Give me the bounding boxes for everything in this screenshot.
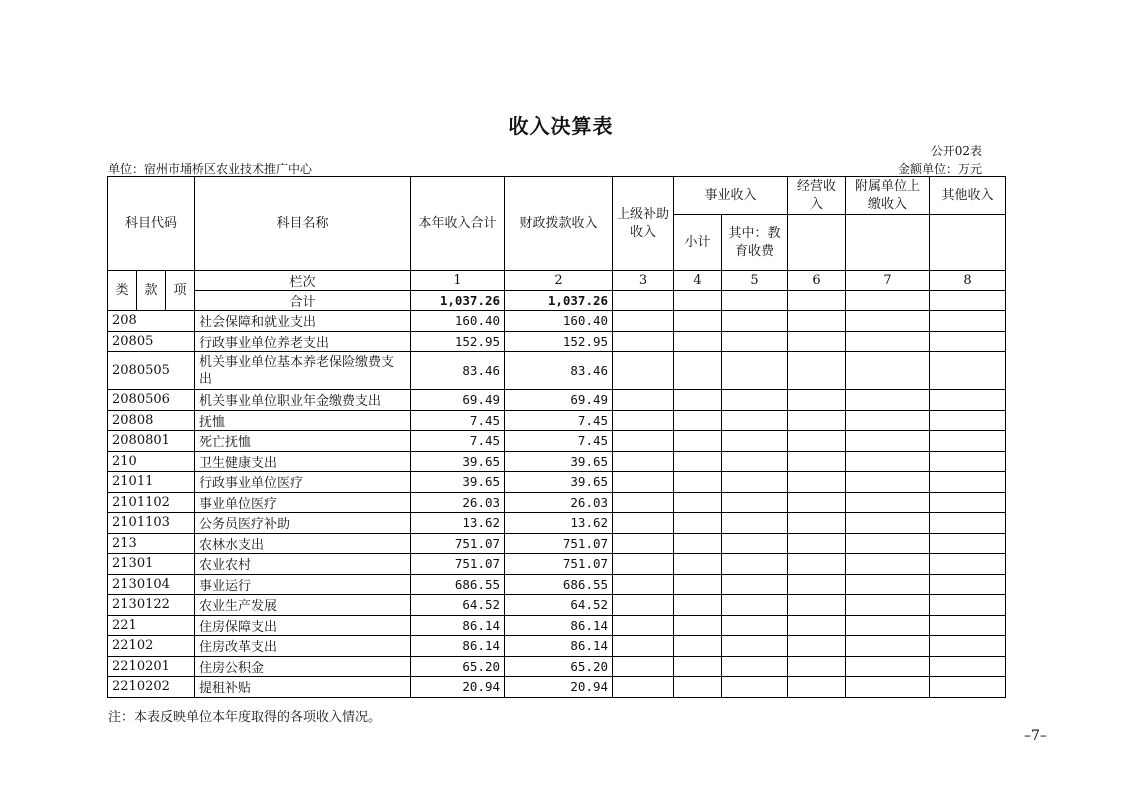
- header-other-blank: [930, 215, 1006, 271]
- empty-cell: [722, 352, 788, 390]
- empty-cell: [674, 595, 722, 616]
- empty-cell: [846, 595, 930, 616]
- table-row: [108, 390, 1006, 411]
- amount-unit-label: 金额单位：万元: [897, 162, 982, 176]
- empty-cell: [788, 410, 846, 431]
- empty-cell: [722, 677, 788, 698]
- subject-code: 208: [108, 311, 195, 332]
- subject-name: 住房公积金: [195, 656, 411, 677]
- empty-cell: [788, 554, 846, 575]
- fiscal-income: 26.03: [505, 492, 613, 513]
- empty-cell: [846, 615, 930, 636]
- header-affiliated: 附属单位上缴收入: [846, 177, 930, 215]
- empty-cell: [788, 451, 846, 472]
- empty-cell: [846, 513, 930, 534]
- empty-cell: [722, 656, 788, 677]
- empty-cell: [846, 533, 930, 554]
- col-number: 5: [722, 271, 788, 291]
- header-name: 科目名称: [195, 177, 411, 271]
- empty-cell: [788, 533, 846, 554]
- empty-cell: [930, 574, 1006, 595]
- empty-cell: [613, 677, 674, 698]
- table-row: [108, 554, 1006, 575]
- empty-cell: [788, 352, 846, 390]
- subject-code: 210: [108, 451, 195, 472]
- fiscal-income: 751.07: [505, 533, 613, 554]
- fiscal-income: 20.94: [505, 677, 613, 698]
- empty-cell: [613, 451, 674, 472]
- empty-cell: [674, 472, 722, 493]
- table-row: [108, 533, 1006, 554]
- empty-cell: [613, 352, 674, 390]
- total-income: 160.40: [411, 311, 505, 332]
- empty-cell: [722, 410, 788, 431]
- subject-code: 2080506: [108, 390, 195, 411]
- fiscal-income: 86.14: [505, 636, 613, 657]
- col-number: 3: [613, 271, 674, 291]
- empty-cell: [930, 352, 1006, 390]
- header-kuan: 款: [137, 271, 166, 311]
- empty-cell: [722, 574, 788, 595]
- subject-code: 221: [108, 615, 195, 636]
- empty-cell: [613, 331, 674, 352]
- table-row: [108, 574, 1006, 595]
- empty-cell: [674, 410, 722, 431]
- subject-name: 死亡抚恤: [195, 431, 411, 452]
- fiscal-income: 69.49: [505, 390, 613, 411]
- header-code: 科目代码: [108, 177, 195, 271]
- empty-cell: [613, 390, 674, 411]
- subject-name: 机关事业单位基本养老保险缴费支出: [195, 352, 411, 390]
- fiscal-income: 64.52: [505, 595, 613, 616]
- empty-cell: [930, 331, 1006, 352]
- subject-code: 213: [108, 533, 195, 554]
- empty-cell: [846, 331, 930, 352]
- fiscal-income: 686.55: [505, 574, 613, 595]
- subject-code: 20805: [108, 331, 195, 352]
- empty-cell: [846, 656, 930, 677]
- empty-cell: [674, 533, 722, 554]
- empty-cell: [722, 390, 788, 411]
- subject-name: 农业农村: [195, 554, 411, 575]
- subject-code: 2130122: [108, 595, 195, 616]
- header-operating-blank: [788, 215, 846, 271]
- empty-cell: [674, 513, 722, 534]
- subject-code: 2210201: [108, 656, 195, 677]
- empty-cell: [846, 472, 930, 493]
- subject-name: 事业运行: [195, 574, 411, 595]
- empty-cell: [930, 492, 1006, 513]
- subject-name: 机关事业单位职业年金缴费支出: [195, 390, 411, 411]
- sum-label: 合计: [195, 291, 411, 311]
- subject-code: 2210202: [108, 677, 195, 698]
- total-income: 65.20: [411, 656, 505, 677]
- empty-cell: [722, 513, 788, 534]
- empty-cell: [788, 636, 846, 657]
- empty-cell: [846, 431, 930, 452]
- header-superior: 上级补助收入: [613, 177, 674, 271]
- empty-cell: [674, 492, 722, 513]
- subject-name: 行政事业单位养老支出: [195, 331, 411, 352]
- col-number: 1: [411, 271, 505, 291]
- empty-cell: [613, 554, 674, 575]
- empty-cell: [846, 492, 930, 513]
- form-number: 公开02表: [930, 144, 982, 158]
- empty-cell: [613, 472, 674, 493]
- empty-cell: [930, 410, 1006, 431]
- empty-cell: [846, 554, 930, 575]
- empty-cell: [930, 472, 1006, 493]
- header-xiang: 项: [166, 271, 195, 311]
- empty-cell: [722, 636, 788, 657]
- total-income: 69.49: [411, 390, 505, 411]
- subject-name: 农林水支出: [195, 533, 411, 554]
- empty-cell: [674, 331, 722, 352]
- empty-cell: [788, 492, 846, 513]
- subject-code: 20808: [108, 410, 195, 431]
- empty-cell: [846, 390, 930, 411]
- header-fiscal: 财政拨款收入: [505, 177, 613, 271]
- fiscal-income: 152.95: [505, 331, 613, 352]
- empty-cell: [674, 451, 722, 472]
- empty-cell: [788, 574, 846, 595]
- empty-cell: [930, 615, 1006, 636]
- subject-name: 社会保障和就业支出: [195, 311, 411, 332]
- empty-cell: [674, 574, 722, 595]
- empty-cell: [930, 431, 1006, 452]
- empty-cell: [674, 311, 722, 332]
- sum-total: 1,037.26: [411, 291, 505, 311]
- table-row: [108, 311, 1006, 332]
- empty-cell: [788, 331, 846, 352]
- subject-code: 2130104: [108, 574, 195, 595]
- empty-cell: [613, 410, 674, 431]
- header-business-education: 其中：教育收费: [722, 215, 788, 271]
- empty-cell: [930, 677, 1006, 698]
- empty-cell: [722, 595, 788, 616]
- empty-cell: [788, 595, 846, 616]
- empty-cell: [722, 311, 788, 332]
- fiscal-income: 7.45: [505, 410, 613, 431]
- empty-cell: [674, 677, 722, 698]
- empty-cell: [846, 574, 930, 595]
- total-income: 86.14: [411, 615, 505, 636]
- table-row: [108, 677, 1006, 698]
- subject-code: 2080505: [108, 352, 195, 390]
- subject-code: 2101102: [108, 492, 195, 513]
- header-affiliated-blank: [846, 215, 930, 271]
- fiscal-income: 7.45: [505, 431, 613, 452]
- total-income: 686.55: [411, 574, 505, 595]
- empty-cell: [722, 331, 788, 352]
- fiscal-income: 39.65: [505, 472, 613, 493]
- header-operating: 经营收入: [788, 177, 846, 215]
- table-row: [108, 472, 1006, 493]
- empty-cell: [674, 615, 722, 636]
- subject-code: 22102: [108, 636, 195, 657]
- empty-cell: [722, 451, 788, 472]
- empty-cell: [846, 677, 930, 698]
- empty-cell: [722, 431, 788, 452]
- total-income: 751.07: [411, 554, 505, 575]
- total-income: 26.03: [411, 492, 505, 513]
- empty-cell: [930, 311, 1006, 332]
- unit-label: 单位：宿州市埇桥区农业技术推广中心: [108, 162, 313, 176]
- empty-cell: [722, 472, 788, 493]
- empty-cell: [613, 595, 674, 616]
- header-lei: 类: [108, 271, 137, 311]
- table-row: [108, 656, 1006, 677]
- empty-cell: [788, 513, 846, 534]
- empty-cell: [788, 472, 846, 493]
- col-number: 8: [930, 271, 1006, 291]
- col-number: 4: [674, 271, 722, 291]
- subject-code: 2080801: [108, 431, 195, 452]
- subject-code: 21011: [108, 472, 195, 493]
- empty-cell: [788, 431, 846, 452]
- table-row: [108, 595, 1006, 616]
- subject-name: 卫生健康支出: [195, 451, 411, 472]
- total-income: 20.94: [411, 677, 505, 698]
- table-row: [108, 451, 1006, 472]
- fiscal-income: 39.65: [505, 451, 613, 472]
- empty-cell: [722, 615, 788, 636]
- empty-cell: [930, 656, 1006, 677]
- empty-cell: [930, 554, 1006, 575]
- empty-cell: [846, 311, 930, 332]
- subject-name: 事业单位医疗: [195, 492, 411, 513]
- header-other: 其他收入: [930, 177, 1006, 215]
- empty-cell: [930, 636, 1006, 657]
- empty-cell: [788, 656, 846, 677]
- total-income: 7.45: [411, 431, 505, 452]
- header-lanci: 栏次: [195, 271, 411, 291]
- sum-fiscal: 1,037.26: [505, 291, 613, 311]
- empty-cell: [674, 554, 722, 575]
- empty-cell: [846, 352, 930, 390]
- total-income: 39.65: [411, 472, 505, 493]
- empty-cell: [613, 574, 674, 595]
- subject-name: 抚恤: [195, 410, 411, 431]
- empty-cell: [788, 390, 846, 411]
- empty-cell: [613, 656, 674, 677]
- empty-cell: [788, 615, 846, 636]
- total-income: 152.95: [411, 331, 505, 352]
- total-income: 86.14: [411, 636, 505, 657]
- total-income: 7.45: [411, 410, 505, 431]
- fiscal-income: 751.07: [505, 554, 613, 575]
- page-number: –7–: [1024, 728, 1047, 744]
- col-number: 2: [505, 271, 613, 291]
- total-income: 13.62: [411, 513, 505, 534]
- fiscal-income: 65.20: [505, 656, 613, 677]
- subject-name: 行政事业单位医疗: [195, 472, 411, 493]
- empty-cell: [722, 533, 788, 554]
- empty-cell: [846, 410, 930, 431]
- fiscal-income: 83.46: [505, 352, 613, 390]
- empty-cell: [930, 390, 1006, 411]
- empty-cell: [613, 492, 674, 513]
- subject-name: 住房改革支出: [195, 636, 411, 657]
- subject-code: 2101103: [108, 513, 195, 534]
- page-title: 收入决算表: [508, 114, 614, 138]
- empty-cell: [846, 451, 930, 472]
- empty-cell: [613, 513, 674, 534]
- empty-cell: [930, 513, 1006, 534]
- subject-code: 21301: [108, 554, 195, 575]
- empty-cell: [930, 595, 1006, 616]
- total-income: 751.07: [411, 533, 505, 554]
- table-row: [108, 615, 1006, 636]
- empty-cell: [674, 352, 722, 390]
- subject-name: 提租补贴: [195, 677, 411, 698]
- empty-cell: [722, 554, 788, 575]
- table-row: [108, 410, 1006, 431]
- empty-cell: [613, 636, 674, 657]
- table-row: [108, 636, 1006, 657]
- subject-name: 农业生产发展: [195, 595, 411, 616]
- total-income: 83.46: [411, 352, 505, 390]
- empty-cell: [613, 311, 674, 332]
- fiscal-income: 13.62: [505, 513, 613, 534]
- table-note: 注：本表反映单位本年度取得的各项收入情况。: [108, 710, 382, 725]
- empty-cell: [674, 431, 722, 452]
- fiscal-income: 160.40: [505, 311, 613, 332]
- empty-cell: [613, 615, 674, 636]
- empty-cell: [674, 390, 722, 411]
- header-total: 本年收入合计: [411, 177, 505, 271]
- table-row: [108, 352, 1006, 390]
- empty-cell: [930, 451, 1006, 472]
- total-income: 39.65: [411, 451, 505, 472]
- table-row: [108, 492, 1006, 513]
- total-income: 64.52: [411, 595, 505, 616]
- empty-cell: [722, 492, 788, 513]
- subject-name: 公务员医疗补助: [195, 513, 411, 534]
- empty-cell: [674, 656, 722, 677]
- table-row: [108, 513, 1006, 534]
- empty-cell: [674, 636, 722, 657]
- subject-name: 住房保障支出: [195, 615, 411, 636]
- table-row: [108, 331, 1006, 352]
- col-number: 7: [846, 271, 930, 291]
- header-business: 事业收入: [674, 177, 788, 215]
- col-number: 6: [788, 271, 846, 291]
- income-table: [107, 176, 1006, 698]
- empty-cell: [788, 311, 846, 332]
- empty-cell: [788, 677, 846, 698]
- empty-cell: [613, 533, 674, 554]
- empty-cell: [613, 431, 674, 452]
- empty-cell: [930, 533, 1006, 554]
- fiscal-income: 86.14: [505, 615, 613, 636]
- header-business-subtotal: 小计: [674, 215, 722, 271]
- empty-cell: [846, 636, 930, 657]
- table-row: [108, 431, 1006, 452]
